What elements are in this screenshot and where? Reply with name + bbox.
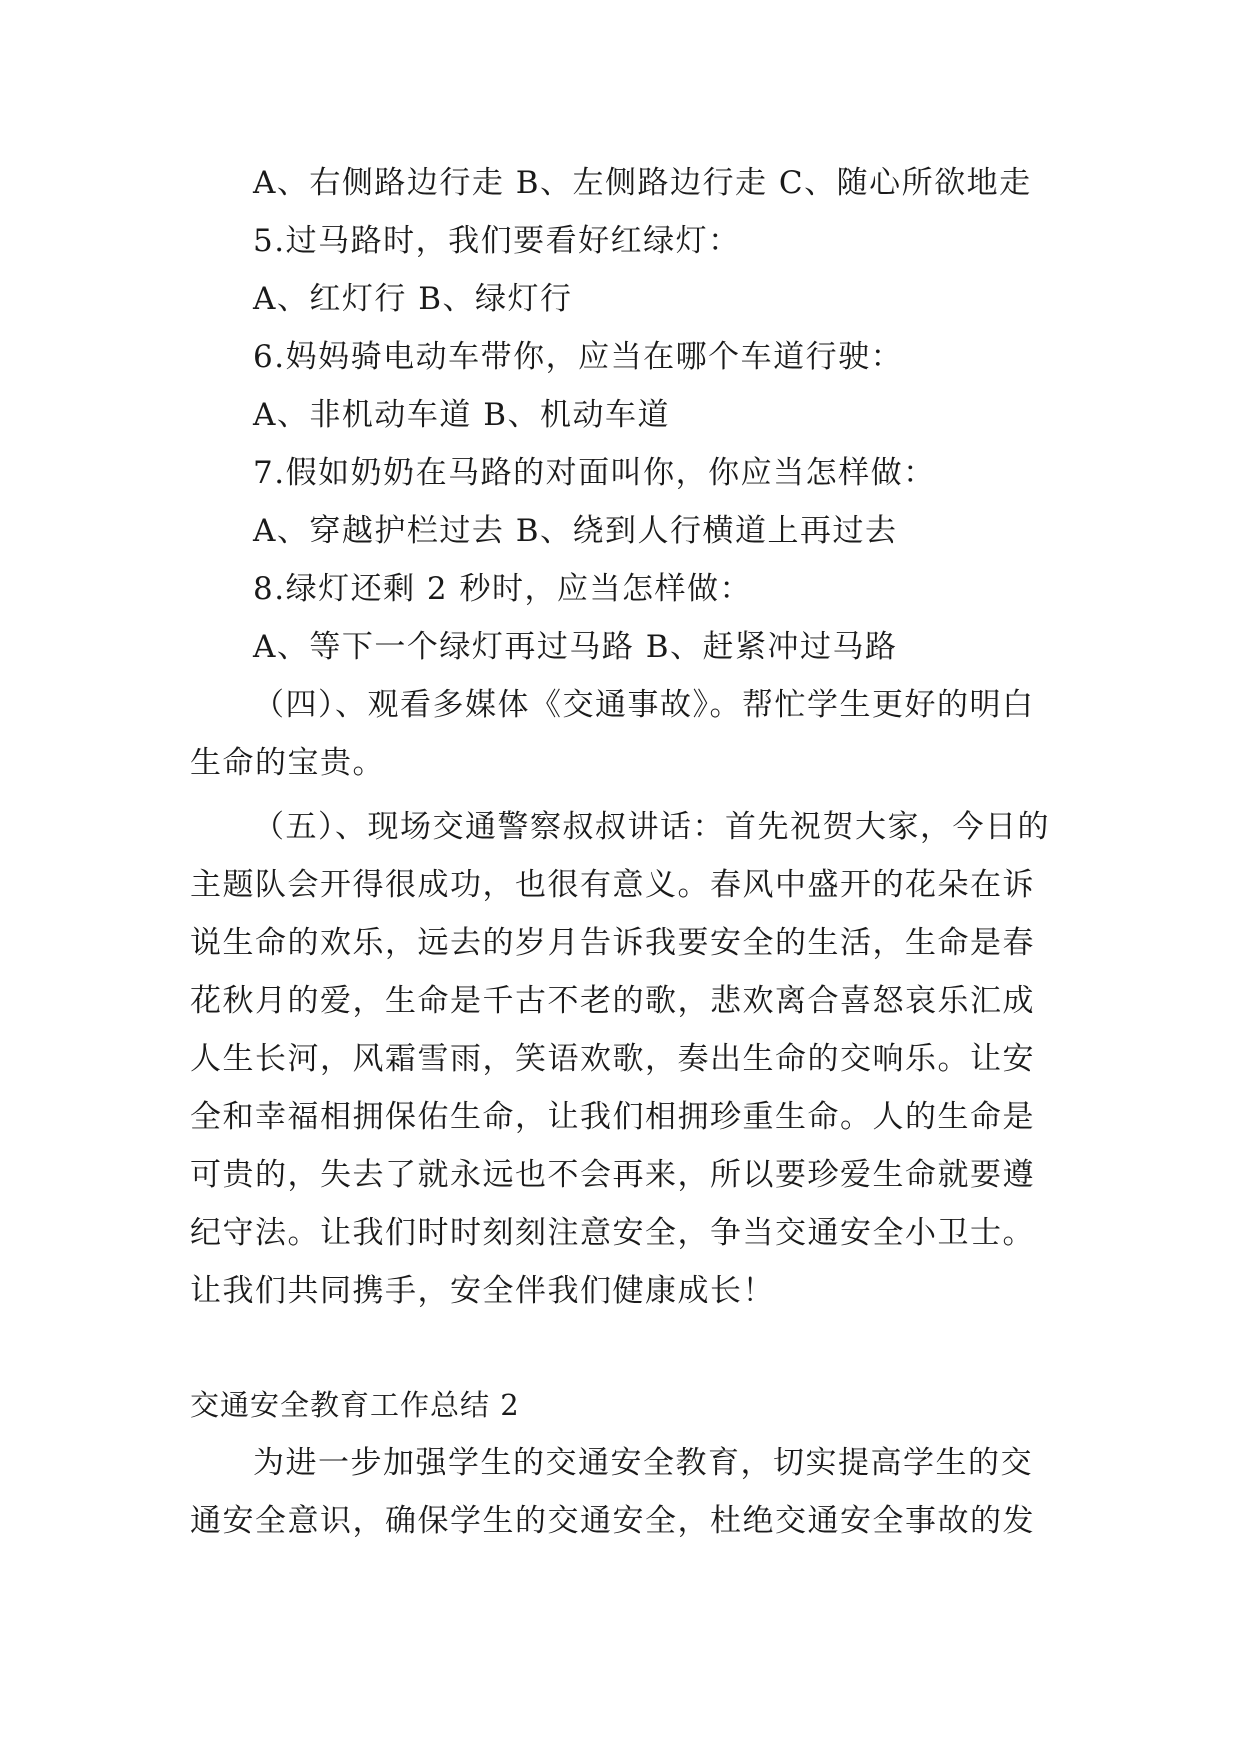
paragraph-5-line-6: 全和幸福相拥保佑生命，让我们相拥珍重生命。人的生命是 bbox=[190, 1099, 1035, 1135]
section-2-line-2: 通安全意识，确保学生的交通安全，杜绝交通安全事故的发 bbox=[190, 1503, 1035, 1539]
section-2-line-1: 为进一步加强学生的交通安全教育，切实提高学生的交 bbox=[253, 1445, 1033, 1481]
question-8: 8.绿灯还剩 2 秒时，应当怎样做： bbox=[253, 571, 753, 607]
option-line-7: A、穿越护栏过去 B、绕到人行横道上再过去 bbox=[253, 513, 898, 549]
option-line-8: A、等下一个绿灯再过马路 B、赶紧冲过马路 bbox=[253, 629, 898, 665]
paragraph-4-line-1: （四）、观看多媒体《交通事故》。帮忙学生更好的明白 bbox=[253, 687, 1035, 723]
paragraph-5-line-8: 纪守法。让我们时时刻刻注意安全，争当交通安全小卫士。 bbox=[190, 1215, 1035, 1251]
question-5: 5.过马路时，我们要看好红绿灯： bbox=[253, 223, 741, 259]
paragraph-5-line-9: 让我们共同携手，安全伴我们健康成长！ bbox=[190, 1273, 775, 1309]
paragraph-5-line-2: 主题队会开得很成功，也很有意义。春风中盛开的花朵在诉 bbox=[190, 867, 1035, 903]
paragraph-4-line-2: 生命的宝贵。 bbox=[190, 745, 385, 781]
paragraph-5-line-7: 可贵的，失去了就永远也不会再来，所以要珍爱生命就要遵 bbox=[190, 1157, 1035, 1193]
question-7: 7.假如奶奶在马路的对面叫你，你应当怎样做： bbox=[253, 455, 936, 491]
option-line-6: A、非机动车道 B、机动车道 bbox=[253, 397, 671, 433]
option-line-5: A、红灯行 B、绿灯行 bbox=[253, 281, 573, 317]
question-6: 6.妈妈骑电动车带你，应当在哪个车道行驶： bbox=[253, 339, 904, 375]
section-heading: 交通安全教育工作总结 2 bbox=[190, 1388, 520, 1422]
paragraph-5-line-4: 花秋月的爱，生命是千古不老的歌，悲欢离合喜怒哀乐汇成 bbox=[190, 983, 1035, 1019]
paragraph-5-line-5: 人生长河，风霜雪雨，笑语欢歌，奏出生命的交响乐。让安 bbox=[190, 1041, 1035, 1077]
paragraph-5-line-3: 说生命的欢乐，远去的岁月告诉我要安全的生活，生命是春 bbox=[190, 925, 1035, 961]
paragraph-5-line-1: （五）、现场交通警察叔叔讲话：首先祝贺大家，今日的 bbox=[253, 809, 1050, 845]
option-line-4: A、右侧路边行走 B、左侧路边行走 C、随心所欲地走 bbox=[253, 165, 1032, 201]
